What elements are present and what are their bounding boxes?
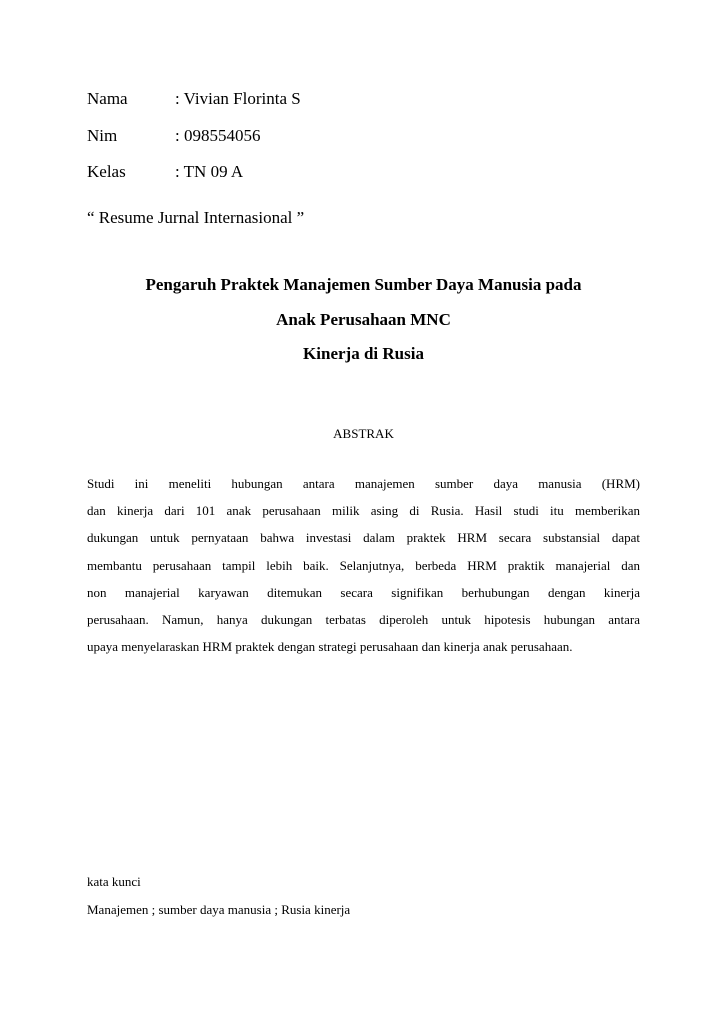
keywords-value: Manajemen ; sumber daya manusia ; Rusia kinerja: [87, 902, 351, 917]
info-row-nim: [87, 126, 260, 146]
abstract-line: membantu perusahaan tampil lebih baik. Selanjutnya, berbeda HRM praktik manajerial dan: [87, 557, 640, 573]
abstract-line: perusahaan. Namun, hanya dukungan terbatas diperoleh untuk hipotesis hubungan antara: [87, 611, 640, 627]
abstract-body: [87, 470, 640, 660]
abstract-line: non manajerial karyawan ditemukan secara signifikan berhubungan dengan kinerja: [87, 584, 640, 600]
info-row-kelas: [87, 162, 243, 182]
kelas-label: Kelas: [87, 162, 126, 181]
nim-label: Nim: [87, 126, 118, 145]
abstract-heading: ABSTRAK: [333, 426, 394, 441]
abstract-line: dukungan untuk pernyataan bahwa investasi dalam praktek HRM secara substansial dapat: [87, 530, 640, 546]
kelas-value: : TN 09 A: [175, 162, 244, 181]
title-line-3: Kinerja di Rusia: [303, 344, 424, 363]
nama-value: : Vivian Florinta S: [175, 89, 301, 108]
nama-label: Nama: [87, 89, 128, 108]
nim-value: : 098554056: [175, 126, 261, 145]
title-line-2: Anak Perusahaan MNC: [276, 310, 451, 329]
info-row-nama: [87, 89, 301, 109]
abstract-line: upaya menyelaraskan HRM praktek dengan strategi perusahaan dan kinerja anak perusahaan.: [87, 639, 573, 655]
keywords-label: kata kunci: [87, 874, 141, 889]
abstract-line: dan kinerja dari 101 anak perusahaan milik asing di Rusia. Hasil studi itu memberikan: [87, 503, 640, 519]
abstract-line: Studi ini meneliti hubungan antara manajemen sumber daya manusia (HRM): [87, 476, 640, 491]
resume-label: “ Resume Jurnal Internasional ”: [87, 208, 305, 227]
title-line-1: Pengaruh Praktek Manajemen Sumber Daya Manusia pada: [145, 275, 582, 294]
